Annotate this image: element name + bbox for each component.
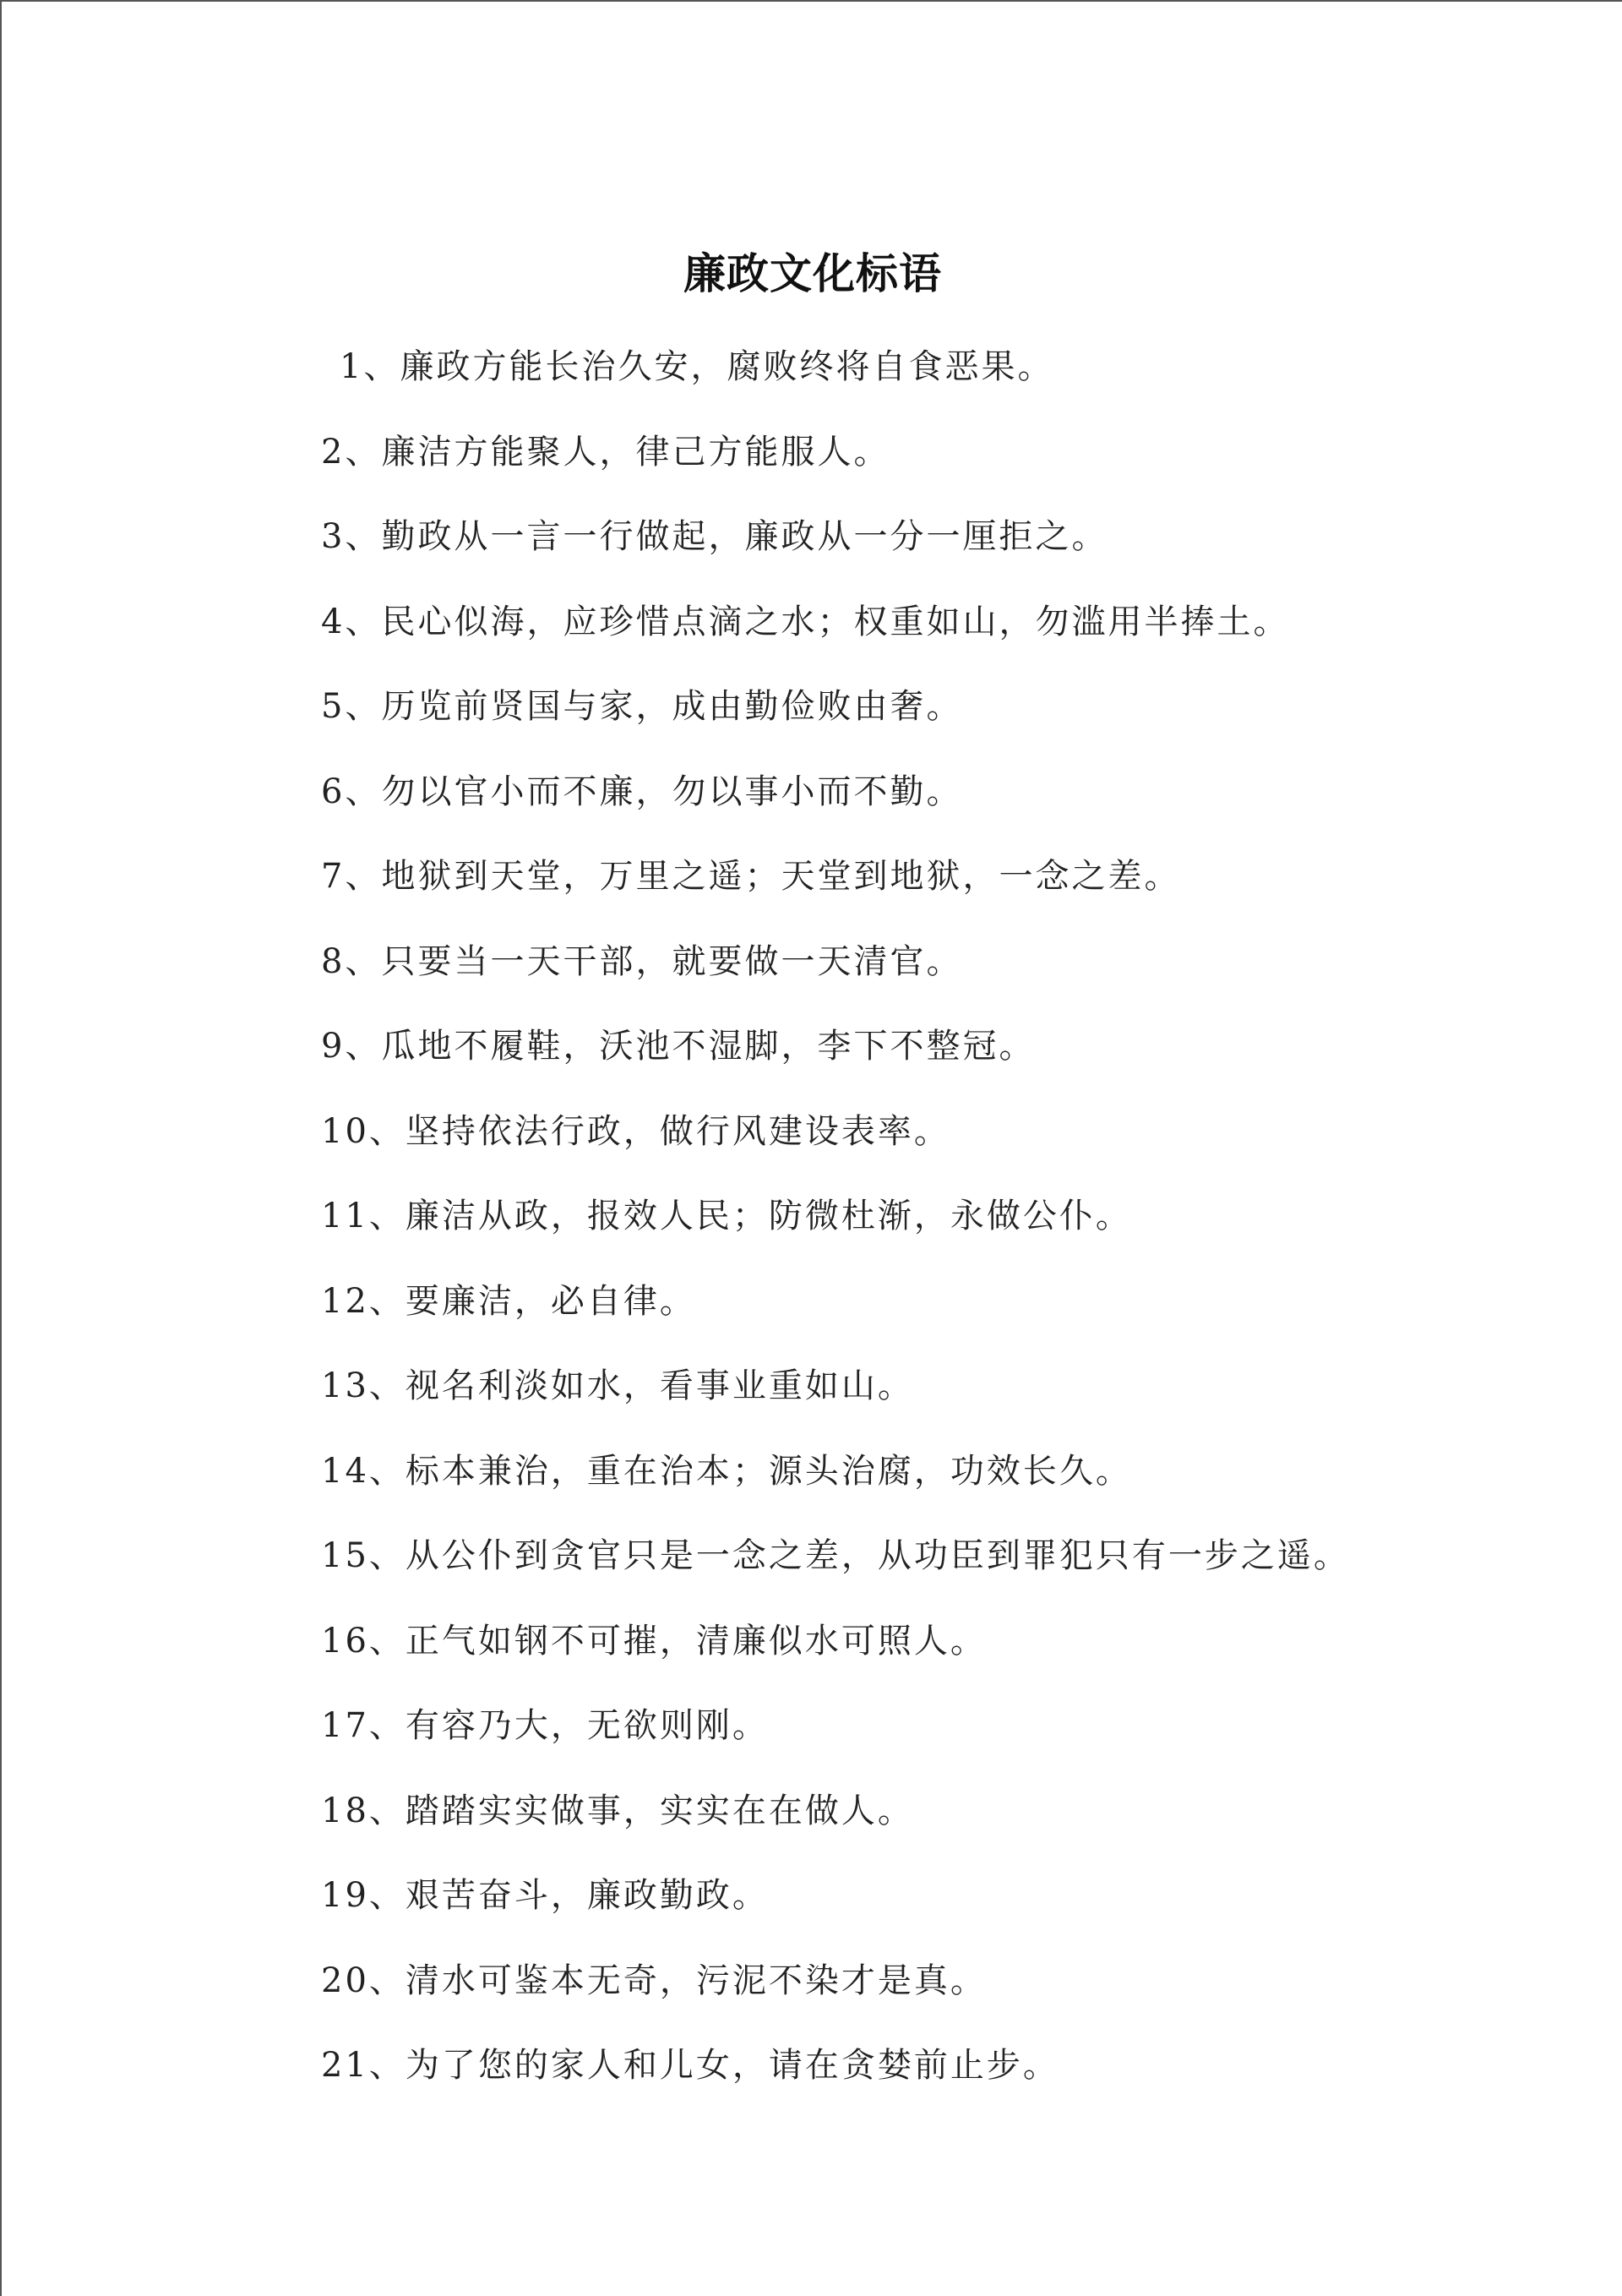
slogan-item: 4、民心似海，应珍惜点滴之水；权重如山，勿滥用半捧土。 [321,602,1290,641]
slogan-item: 2、廉洁方能聚人，律己方能服人。 [321,432,890,472]
slogan-item: 3、勤政从一言一行做起，廉政从一分一厘拒之。 [321,517,1108,556]
slogan-item: 18、踏踏实实做事，实实在在做人。 [321,1791,914,1830]
slogan-item: 16、正气如钢不可摧，清廉似水可照人。 [321,1621,987,1661]
slogan-item: 10、坚持依法行政，做行风建设表率。 [321,1111,950,1151]
slogan-item: 5、历览前贤国与家，成由勤俭败由奢。 [321,687,963,726]
slogan-item: 14、标本兼治，重在治本；源头治腐，功效长久。 [321,1451,1132,1491]
slogan-item: 17、有容乃大，无欲则刚。 [321,1706,769,1745]
slogan-item: 19、艰苦奋斗，廉政勤政。 [321,1876,769,1915]
slogan-list [321,336,1588,2120]
slogan-item: 11、廉洁从政，报效人民；防微杜渐，永做公仆。 [321,1197,1132,1235]
document-title: 廉政文化标语 [683,249,942,298]
slogan-item: 9、瓜地不履鞋，沃池不湿脚，李下不整冠。 [321,1027,1036,1066]
slogan-item: 15、从公仆到贪官只是一念之差，从功臣到罪犯只有一步之遥。 [321,1536,1350,1575]
slogan-item: 21、为了您的家人和儿女，请在贪婪前止步。 [321,2046,1059,2085]
slogan-item: 7、地狱到天堂，万里之遥；天堂到地狱，一念之差。 [321,857,1181,896]
slogan-item: 20、清水可鉴本无奇，污泥不染才是真。 [321,1961,987,2000]
slogan-item: 1、廉政方能长治久安，腐败终将自食恶果。 [340,347,1054,386]
slogan-item: 8、只要当一天干部，就要做一天清官。 [321,941,963,981]
slogan-item: 12、要廉洁，必自律。 [321,1281,696,1321]
slogan-item: 6、勿以官小而不廉，勿以事小而不勤。 [321,772,963,811]
slogan-item: 13、视名利淡如水，看事业重如山。 [321,1366,914,1405]
